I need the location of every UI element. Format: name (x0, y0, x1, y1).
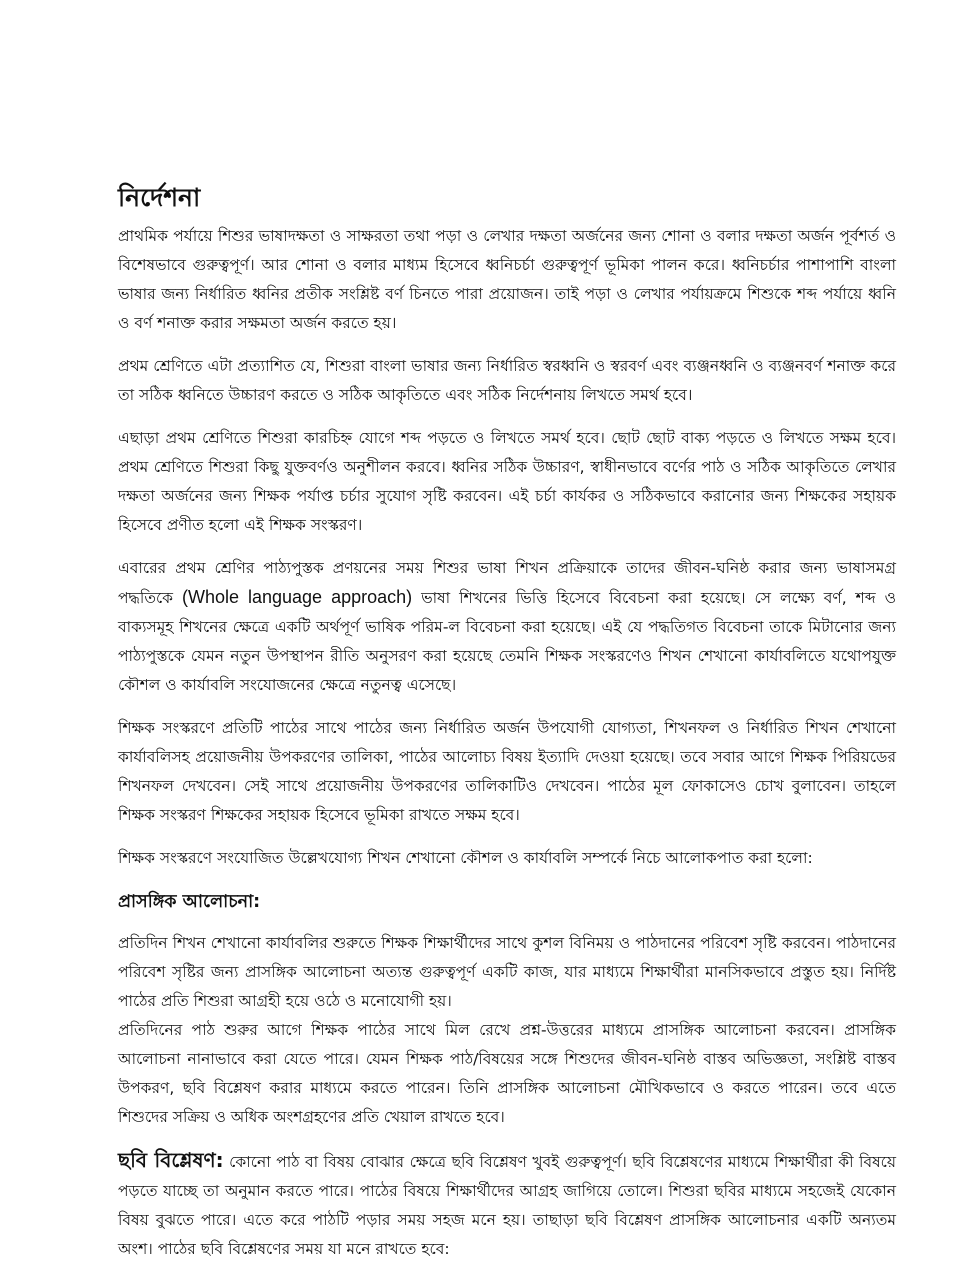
paragraph-4-latin-term: (Whole language approach) (181, 587, 413, 607)
picture-analysis-heading: ছবি বিশ্লেষণ: (118, 1148, 224, 1172)
paragraph-9-text: কোনো পাঠ বা বিষয় বোঝার ক্ষেত্রে ছবি বিশ্লেষণ খুবই গুরুত্বপূর্ণ। ছবি বিশ্লেষণের মাধ্যমে শিক্ষার্থীরা কী বিষয়ে পড়তে যাচ্ছে তা অনুমান করতে পারে। পাঠের বিষয়ে শিক্ষার্থীদের আগ্রহ জাগিয়ে তোলে। শিশুরা ছবির মাধ্যমে সহজেই যেকোন বিষয় বুঝতে পারে। এতে করে পাঠটি পড়ার সময় সহজ মনে হয়। তাছাড়া ছবি বিশ্লেষণ প্রাসঙ্গিক আলোচনার একটি অন্যতম অংশ। পাঠের ছবি বিশ্লেষণের সময় যা মনে রাখতে হবে: (118, 1153, 896, 1258)
paragraph-4-text-b: ভাষা শিখনের ভিত্তি হিসেবে বিবেচনা করা হয়েছে। সে লক্ষ্যে বর্ণ, শব্দ ও বাক্যসমূহ শিখনের ক্ষেত্রে একটি অর্থপূর্ণ ভাষিক পরিম-ল বিবেচনা করা হয়েছে। এই যে পদ্ধতিগত বিবেচনা তাকে মিটানোর জন্য পাঠ্যপুস্তকে যেমন নতুন উপস্থাপন রীতি অনুসরণ করা হয়েছে তেমনি শিক্ষক সংস্করণেও শিখন শেখানো কার্যাবলিতে যথোপযুক্ত কৌশল ও কার্যাবলি সংযোজনের ক্ষেত্রে নতুনত্ব এসেছে। (118, 589, 896, 694)
paragraph-7: প্রতিদিন শিখন শেখানো কার্যাবলির শুরুতে শিক্ষক শিক্ষার্থীদের সাথে কুশল বিনিময় ও পাঠদানের পরিবেশ সৃষ্টি করবেন। পাঠদানের পরিবেশ সৃষ্টির জন্য প্রাসঙ্গিক আলোচনা অত্যন্ত গুরুত্বপূর্ণ একটি কাজ, যার মাধ্যমে শিক্ষার্থীরা মানসিকভাবে প্রস্তুত হয়। নির্দিষ্ট পাঠের প্রতি শিশুরা আগ্রহী হয়ে ওঠে ও মনোযোগী হয়। (118, 934, 896, 1010)
section-subheading: প্রাসঙ্গিক আলোচনা: (118, 892, 261, 912)
paragraph-2: প্রথম শ্রেণিতে এটা প্রত্যাশিত যে, শিশুরা বাংলা ভাষার জন্য নির্ধারিত স্বরধ্বনি ও স্বরবর্ণ এবং ব্যঞ্জনধ্বনি ও ব্যঞ্জনবর্ণ শনাক্ত করে তা সঠিক ধ্বনিতে উচ্চারণ করতে ও সঠিক আকৃতিতে এবং সঠিক নির্দেশনায় লিখতে সমর্থ হবে। (118, 357, 896, 404)
paragraph-1: প্রাথমিক পর্যায়ে শিশুর ভাষাদক্ষতা ও সাক্ষরতা তথা পড়া ও লেখার দক্ষতা অর্জনের জন্য শোনা ও বলার দক্ষতা অর্জন পূর্বশর্ত ও বিশেষভাবে গুরুত্বপূর্ণ। আর শোনা ও বলার মাধ্যম হিসেবে ধ্বনিচর্চা গুরুত্বপূর্ণ ভূমিকা পালন করে। ধ্বনিচর্চার পাশাপাশি বাংলা ভাষার জন্য নির্ধারিত ধ্বনির প্রতীক সংশ্লিষ্ট বর্ণ চিনতে পারা প্রয়োজন। তাই পড়া ও লেখার পর্যায়ক্রমে শিশুকে শব্দ পর্যায়ে ধ্বনি ও বর্ণ শনাক্ত করার সক্ষমতা অর্জন করতে হয়। (118, 227, 896, 332)
page-heading: নির্দেশনা (118, 183, 201, 212)
paragraph-3: এছাড়া প্রথম শ্রেণিতে শিশুরা কারচিহ্ন যোগে শব্দ পড়তে ও লিখতে সমর্থ হবে। ছোট ছোট বাক্য পড়তে ও লিখতে সক্ষম হবে। প্রথম শ্রেণিতে শিশুরা কিছু যুক্তবর্ণও অনুশীলন করবে। ধ্বনির সঠিক উচ্চারণ, স্বাধীনভাবে বর্ণের পাঠ ও সঠিক আকৃতিতে লেখার দক্ষতা অর্জনের জন্য শিক্ষক পর্যাপ্ত চর্চার সুযোগ সৃষ্টি করবেন। এই চর্চা কার্যকর ও সঠিকভাবে করানোর জন্য শিক্ষকের সহায়ক হিসেবে প্রণীত হলো এই শিক্ষক সংস্করণ। (118, 429, 896, 534)
paragraph-5: শিক্ষক সংস্করণে প্রতিটি পাঠের সাথে পাঠের জন্য নির্ধারিত অর্জন উপযোগী যোগ্যতা, শিখনফল ও নির্ধারিত শিখন শেখানো কার্যাবলিসহ প্রয়োজনীয় উপকরণের তালিকা, পাঠের আলোচ্য বিষয় ইত্যাদি দেওয়া হয়েছে। তবে সবার আগে শিক্ষক পিরিয়ডের শিখনফল দেখবেন। সেই সাথে প্রয়োজনীয় উপকরণের তালিকাটিও দেখবেন। পাঠের মূল ফোকাসেও চোখ বুলাবেন। তাহলে শিক্ষক সংস্করণ শিক্ষকের সহায়ক হিসেবে ভূমিকা রাখতে সক্ষম হবে। (118, 719, 896, 824)
document-page (118, 180, 896, 1278)
paragraph-6: শিক্ষক সংস্করণে সংযোজিত উল্লেখযোগ্য শিখন শেখানো কৌশল ও কার্যাবলি সম্পর্কে নিচে আলোকপাত করা হলো: (118, 849, 813, 867)
paragraph-4-text-a: এবারের প্রথম শ্রেণির পাঠ্যপুস্তক প্রণয়নের সময় শিশুর ভাষা শিখন প্রক্রিয়াকে তাদের জীবন-ঘনিষ্ঠ করার জন্য ভাষাসমগ্র পদ্ধতিকে (118, 559, 896, 607)
paragraph-9 (118, 1146, 896, 1264)
paragraph-4 (118, 554, 896, 700)
paragraph-8: প্রতিদিনের পাঠ শুরুর আগে শিক্ষক পাঠের সাথে মিল রেখে প্রশ্ন-উত্তরের মাধ্যমে প্রাসঙ্গিক আলোচনা করবেন। প্রাসঙ্গিক আলোচনা নানাভাবে করা যেতে পারে। যেমন শিক্ষক পাঠ/বিষয়ের সঙ্গে শিশুদের জীবন-ঘনিষ্ঠ বাস্তব অভিজ্ঞতা, সংশ্লিষ্ট বাস্তব উপকরণ, ছবি বিশ্লেষণ করার মাধ্যমে করতে পারেন। তিনি প্রাসঙ্গিক আলোচনা মৌখিকভাবে ও করতে পারেন। তবে এতে শিশুদের সক্রিয় ও অধিক অংশগ্রহণের প্রতি খেয়াল রাখতে হবে। (118, 1021, 896, 1126)
